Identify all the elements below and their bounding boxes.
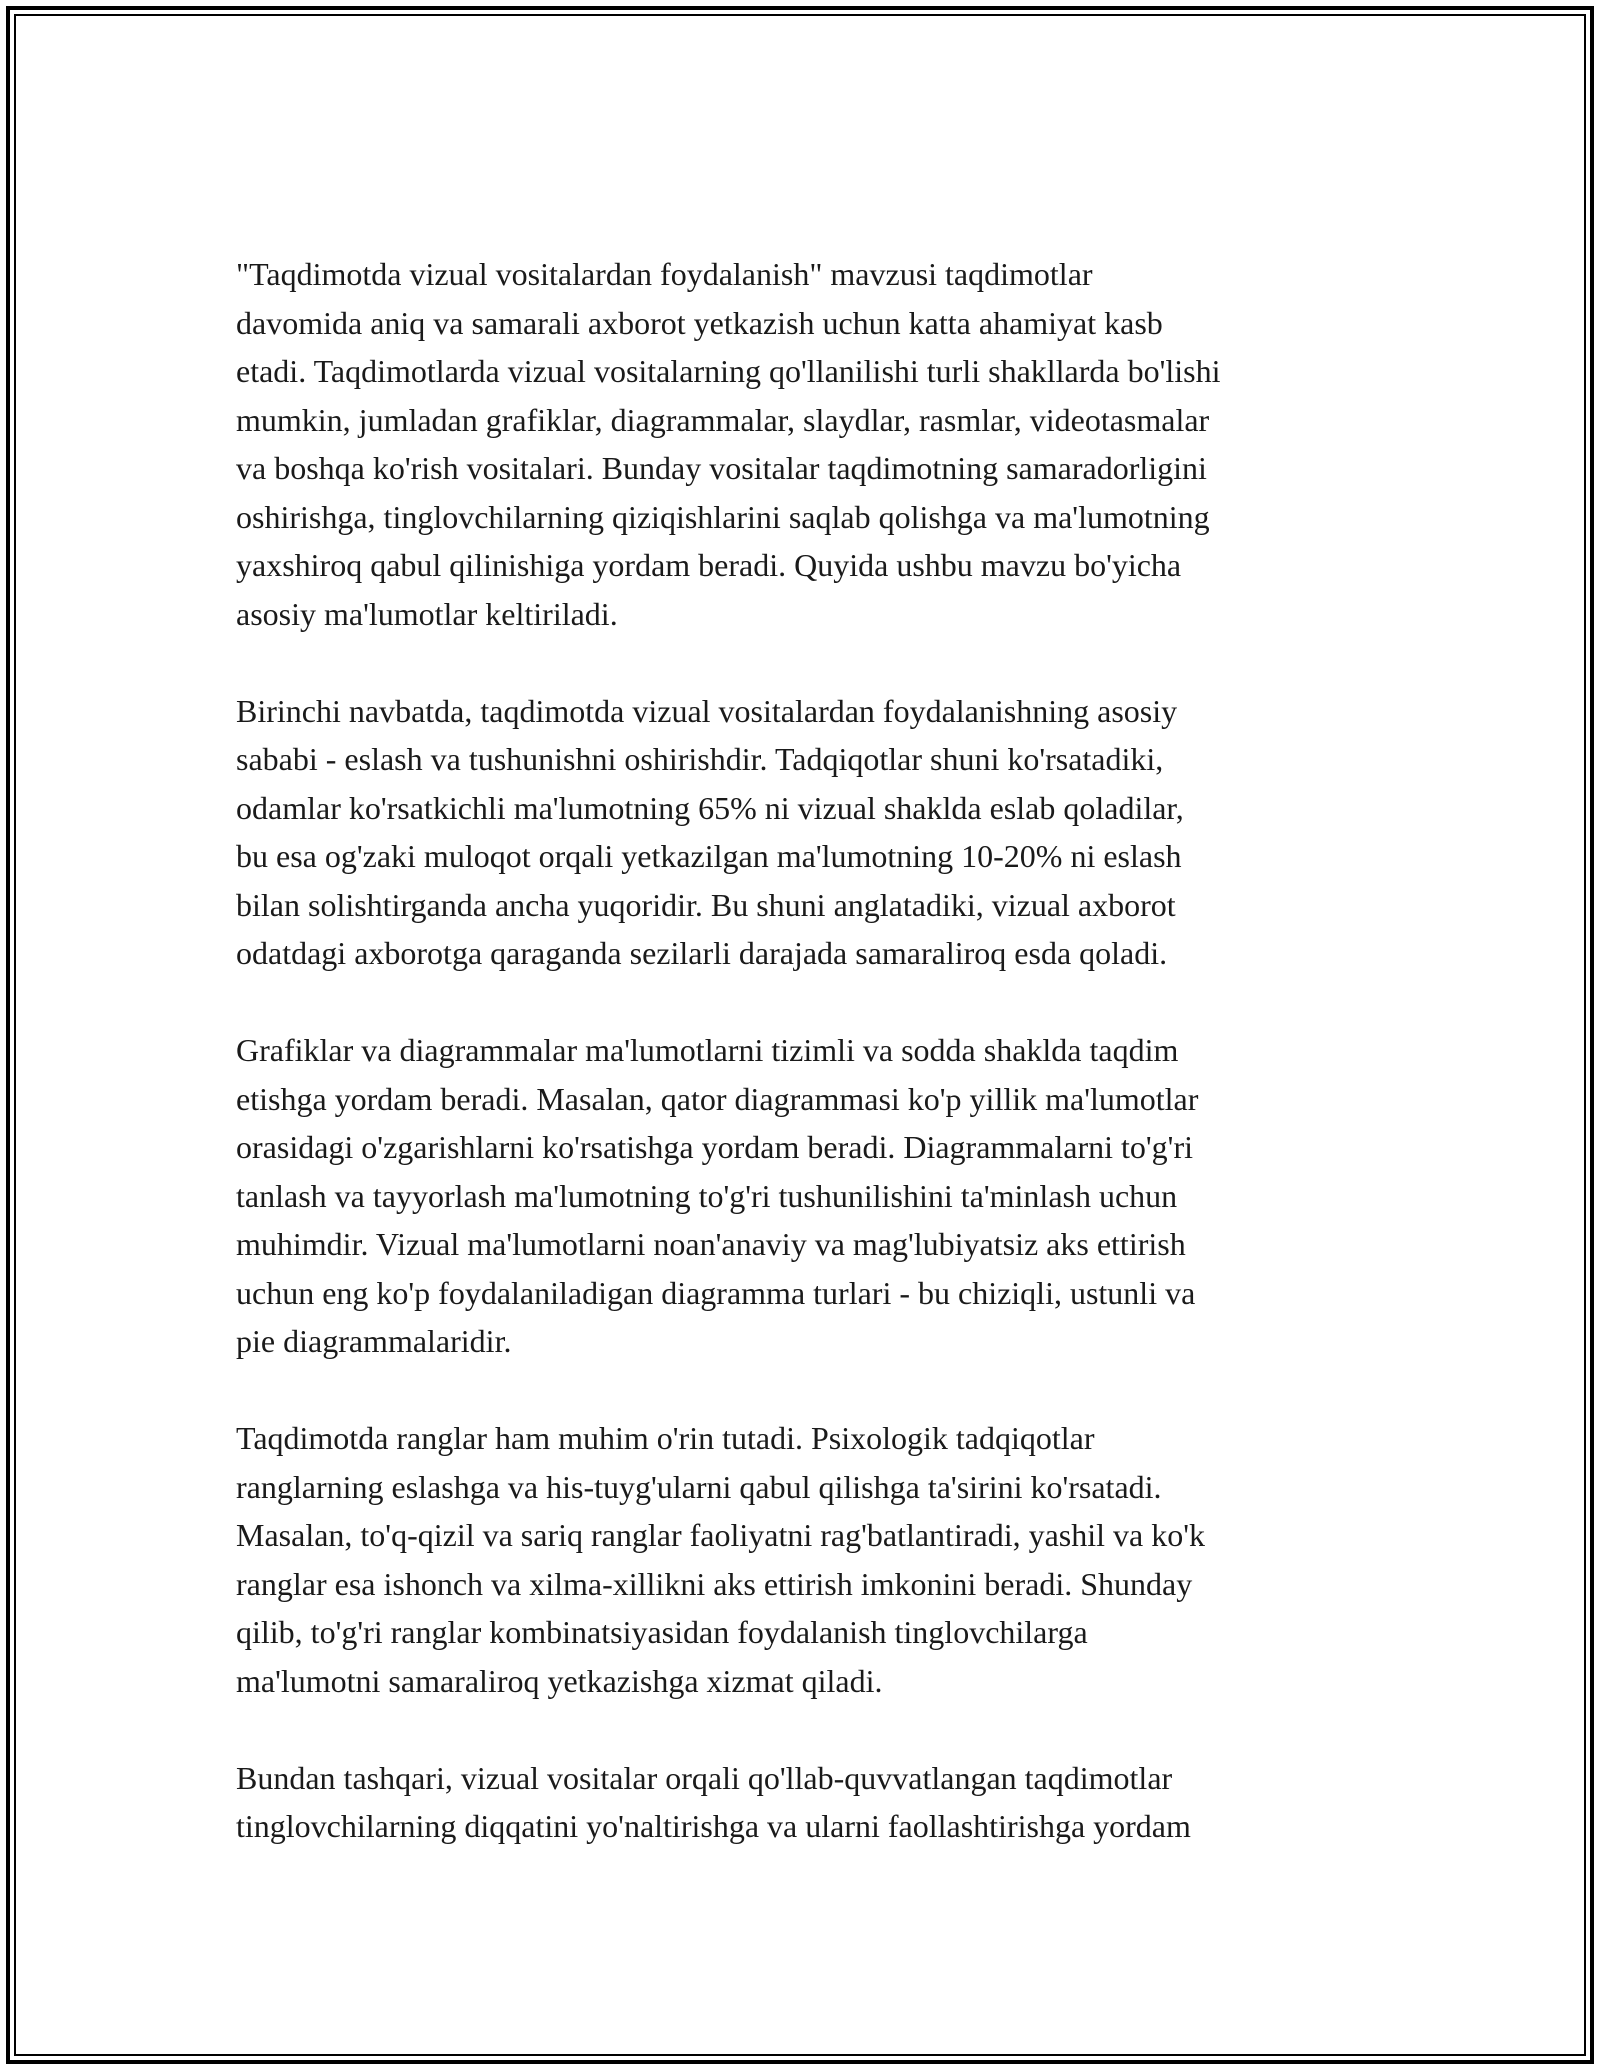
document-body [236, 250, 1376, 1851]
paragraph-memory-retention: Birinchi navbatda, taqdimotda vizual vositalardan foydalanishning asosiy sababi - eslash va tushunishni oshirishdir. Tadqiqotlar shuni ko'rsatadiki, odamlar ko'rsatkichli ma'lumotning 65% ni vizual shaklda eslab qoladilar, bu esa og'zaki muloqot orqali yetkazilgan ma'lumotning 10-20% ni eslash bilan solishtirganda ancha yuqoridir. Bu shuni anglatadiki, vizual axborot odatdagi axborotga qaraganda sezilarli darajada samaraliroq esda qoladi. [236, 692, 1184, 971]
paragraph-colors: Taqdimotda ranglar ham muhim o'rin tutadi. Psixologik tadqiqotlar ranglarning eslashga va his-tuyg'ularni qabul qilishga ta'sirini ko'rsatadi. Masalan, to'q-qizil va sariq ranglar faoliyatni rag'batlantiradi, yashil va ko'k ranglar esa ishonch va xilma-xillikni aks ettirish imkonini beradi. Shunday qilib, to'g'ri ranglar kombinatsiyasidan foydalanish tinglovchilarga ma'lumotni samaraliroq yetkazishga xizmat qiladi. [236, 1420, 1205, 1699]
paragraph-audience-attention: Bundan tashqari, vizual vositalar orqali qo'llab-quvvatlangan taqdimotlar tinglovchilarning diqqatini yo'naltirishga va ularni faollashtirishga yordam [236, 1759, 1191, 1844]
paragraph-intro: "Taqdimotda vizual vositalardan foydalanish" mavzusi taqdimotlar davomida aniq va samarali axborot yetkazish uchun katta ahamiyat kasb etadi. Taqdimotlarda vizual vositalarning qo'llanilishi turli shakllarda bo'lishi mumkin, jumladan grafiklar, diagrammalar, slaydlar, rasmlar, videotasmalar va boshqa ko'rish vositalari. Bunday vositalar taqdimotning samaradorligini oshirishga, tinglovchilarning qiziqishlarini saqlab qolishga va ma'lumotning yaxshiroq qabul qilinishiga yordam beradi. Quyida ushbu mavzu bo'yicha asosiy ma'lumotlar keltiriladi. [236, 256, 1221, 632]
paragraph-charts-diagrams: Grafiklar va diagrammalar ma'lumotlarni tizimli va sodda shaklda taqdim etishga yordam beradi. Masalan, qator diagrammasi ko'p yillik ma'lumotlar orasidagi o'zgarishlarni ko'rsatishga yordam beradi. Diagrammalarni to'g'ri tanlash va tayyorlash ma'lumotning to'g'ri tushunilishini ta'minlash uchun muhimdir. Vizual ma'lumotlarni noan'anaviy va mag'lubiyatsiz aks ettirish uchun eng ko'p foydalaniladigan diagramma turlari - bu chiziqli, ustunli va pie diagrammalaridir. [236, 1032, 1199, 1359]
